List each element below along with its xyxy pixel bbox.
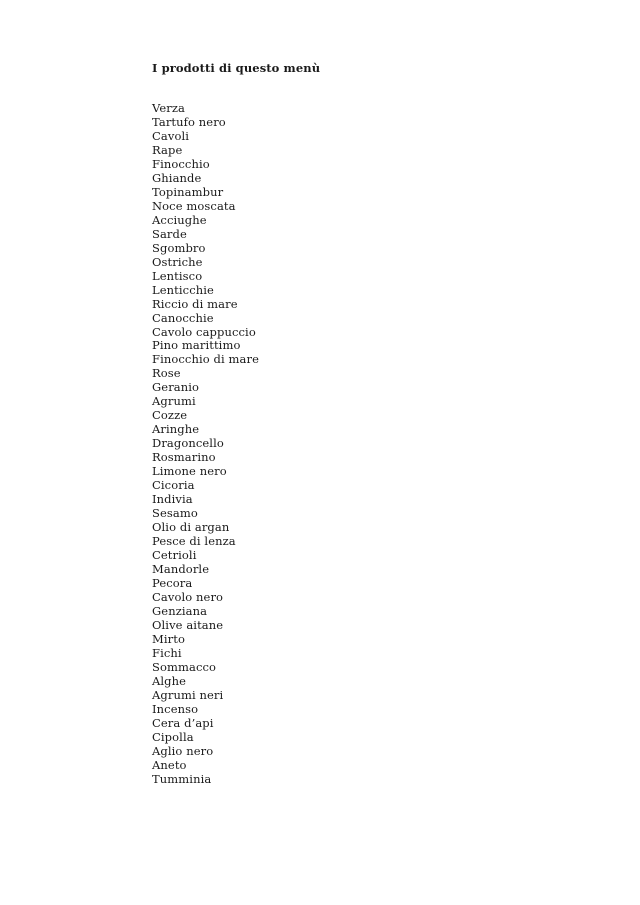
list-item: Dragoncello	[152, 436, 224, 451]
list-item: Aneto	[152, 757, 187, 772]
list-item: Genziana	[152, 603, 208, 618]
list-item: Rape	[152, 142, 183, 157]
list-item: Lentisco	[152, 268, 203, 283]
list-item: Aglio nero	[152, 743, 214, 758]
list-item: Verza	[152, 101, 185, 115]
list-item: Cera d’api	[152, 715, 214, 730]
list-item: Topinambur	[152, 184, 224, 199]
list-item: Rose	[152, 366, 181, 381]
document-page	[152, 60, 321, 786]
list-item: Olive aitane	[152, 617, 224, 632]
list-item: Riccio di mare	[152, 296, 238, 311]
list-item: Cicoria	[152, 478, 195, 493]
list-item: Sommacco	[152, 659, 217, 674]
list-item: Sarde	[152, 226, 187, 241]
list-item: Rosmarino	[152, 450, 216, 465]
list-item: Tumminia	[152, 771, 212, 786]
list-item: Fichi	[152, 645, 182, 660]
list-item: Agrumi	[152, 394, 196, 409]
list-item: Geranio	[152, 380, 200, 395]
list-item: Agrumi neri	[152, 687, 224, 702]
list-item: Pino marittimo	[152, 338, 241, 353]
list-item: Finocchio di mare	[152, 352, 259, 367]
list-item: Incenso	[152, 701, 199, 716]
list-item: Canocchie	[152, 310, 214, 325]
list-item: Cozze	[152, 408, 188, 423]
list-item: Pesce di lenza	[152, 534, 236, 549]
list-item: Cipolla	[152, 729, 194, 744]
list-item: Ostriche	[152, 254, 203, 269]
product-list	[152, 102, 259, 786]
list-item: Sgombro	[152, 240, 206, 255]
list-item: Lenticchie	[152, 282, 214, 297]
list-item: Acciughe	[152, 212, 207, 227]
list-item: Mirto	[152, 631, 185, 646]
document-title: I prodotti di questo menù	[152, 61, 321, 75]
list-item: Limone nero	[152, 464, 227, 479]
list-item: Cavoli	[152, 128, 190, 143]
list-item: Tartufo nero	[152, 114, 226, 129]
list-item: Pecora	[152, 575, 193, 590]
list-item: Ghiande	[152, 170, 202, 185]
list-item: Alghe	[152, 673, 187, 688]
list-item: Mandorle	[152, 561, 210, 576]
list-item: Finocchio	[152, 156, 210, 171]
list-item: Cavolo nero	[152, 589, 224, 604]
list-item: Aringhe	[152, 422, 200, 437]
list-item: Cetrioli	[152, 548, 197, 562]
list-item: Sesamo	[152, 506, 198, 521]
list-item: Olio di argan	[152, 520, 230, 535]
list-item: Noce moscata	[152, 198, 236, 213]
list-item: Cavolo cappuccio	[152, 324, 256, 339]
list-item: Indivia	[152, 492, 193, 507]
